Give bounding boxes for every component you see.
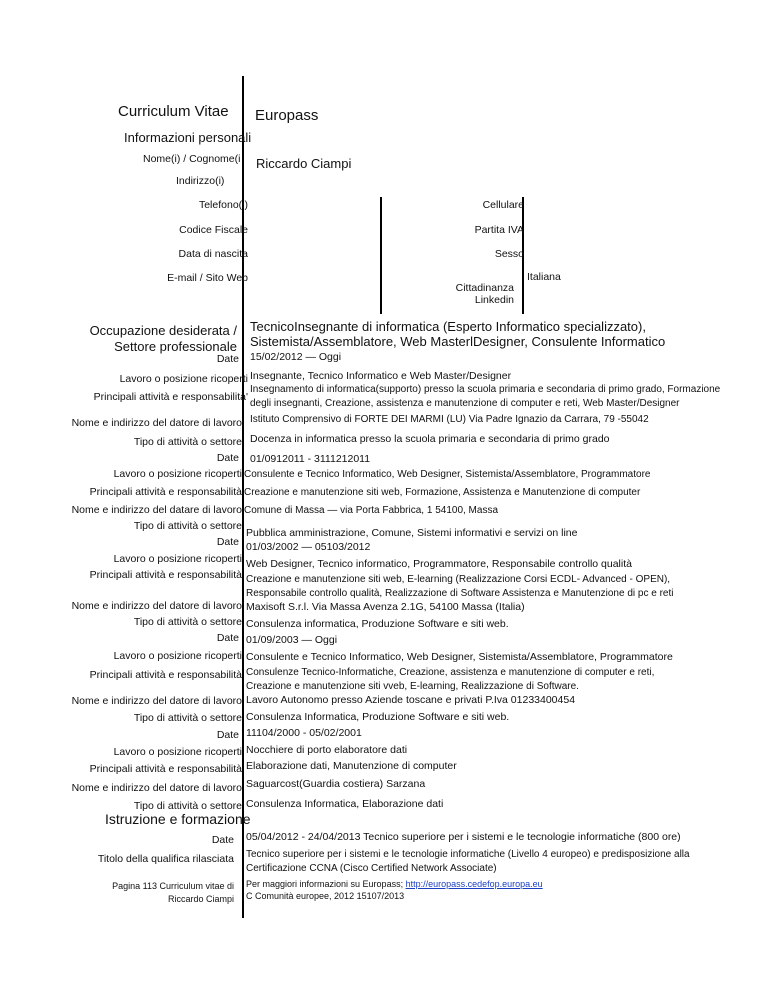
job2-date-label: Date [216,452,239,464]
job4-sector-label: Tipo di attività o settore [133,712,242,724]
job5-sector-value: Consulenza Informatica, Elaborazione dati [246,798,444,810]
job1-sector-value: Docenza in informatica presso la scuola primaria e secondaria di primo grado [250,433,610,445]
job3-activities-value: Creazione e manutenzione siti web, E-learning (Realizzazione Corsi ECDL- Advanced - OPEN), Responsabile controllo qualità, Realizzazione di Software Assistenza e Manutenzione di pc e reti [246,574,674,599]
job1-employer-value: Istituto Comprensivo di FORTE DEI MARMI (LU) Via Padre Ignazio da Carrara, 79 -55042 [250,414,649,425]
job5-date-value: 11104/2000 - 05/02/2001 [246,727,362,739]
occupation-label-line1: Occupazione desiderata / [89,323,237,338]
job3-sector-value: Consulenza informatica, Produzione Software e siti web. [246,618,509,630]
job1-date-value: 15/02/2012 — Oggi [250,351,342,363]
job3-date-label: Date [216,536,239,548]
occupation-value-line1: TecnicoInsegnante di informatica (Esperto Informatico specializzato), [250,319,646,334]
job5-employer-value: Saguarcost(Guardia costiera) Sarzana [246,778,426,790]
job4-date-value: 01/09/2003 — Oggi [246,634,338,646]
birth-date-label: Data di nascita [178,248,248,260]
occupation-label-line2: Settore professionale [114,339,237,354]
job3-position-value: Web Designer, Tecnico informatico, Programmatore, Responsabile controllo qualità [246,558,632,570]
job3-date-value: 01/03/2002 — 05103/2012 [246,541,371,553]
job4-employer-label: Nome e indirizzo del datore di lavoro [71,695,242,707]
mobile-label: Cellulare [482,199,524,211]
email-label: E-mail / Sito Web [167,272,248,284]
footer-page-line2: Riccardo Ciampi [167,894,234,904]
job1-activities-value: Insegnamento di informatica(supporto) presso la scuola primaria e secondaria di primo grado, Formazione degli insegnanti, Creazione, assistenza e manutenzione di computer e reti, Web Master/Designer [250,384,721,409]
job1-activities-label: Principali attività e responsabilità' [93,391,248,403]
qualification-label: Titolo della qualifica rilasciata [97,853,234,865]
job4-sector-value: Consulenza Informatica, Produzione Software e siti web. [246,711,510,723]
job4-date-label: Date [216,632,239,644]
job2-position-label: Lavoro o posizione ricoperti [113,468,242,480]
nationality-label: Cittadinanza [455,282,514,294]
job2-employer-value: Comune di Massa — via Porta Fabbrica, 1 54100, Massa [244,505,499,516]
job2-date-value: 01/0912011 - 3111212011 [250,453,371,465]
job2-activities-value: Creazione e manutenzione siti web, Formazione, Assistenza e Manutenzione di computer [244,487,641,498]
personal-info-heading: Informazioni personali [124,130,252,145]
job5-employer-label: Nome e indirizzo del datore di lavoro [71,782,242,794]
job5-sector-label: Tipo di attività o settore [133,800,242,812]
address-label: Indirizzo(i) [176,175,225,187]
education-date-label: Date [211,834,234,846]
job4-activities-label: Principali attività e responsabilità [89,669,242,681]
phone-label: Telefono(i) [198,199,248,211]
footer-copyright: C Comunità europee, 2012 15107/2013 [246,891,405,901]
job2-employer-label: Nome e indirizzo del datare di lavoro [71,504,242,516]
job1-position-value: Insegnante, Tecnico Informatico e Web Master/Designer [250,370,512,382]
footer-info-prefix: Per maggiori informazioni su Europass; [246,879,406,889]
job2-position-value: Consulente e Tecnico Informatico, Web Designer, Sistemista/Assemblatore, Programmatore [244,469,651,480]
footer-page-line1: Pagina 113 Curriculum vitae di [112,881,234,891]
footer-info [246,879,543,889]
job4-activities-value: Consulenze Tecnico-Informatiche, Creazione, assistenza e manutenzione di computer e reti, Creazione e manutenzione siti vveb, E-learning, Realizzazione di Software. [246,667,655,692]
job1-sector-label: Tipo di attività o settore [133,436,242,448]
job2-sector-value: Pubblica amministrazione, Comune, Sistemi informativi e servizi on line [246,527,578,539]
europass-title: Europass [255,107,319,124]
nationality-value: Italiana [527,271,561,283]
education-date-value: 05/04/2012 - 24/04/2013 Tecnico superiore per i sistemi e le tecnologie informatiche (800 ore) [246,831,681,843]
job1-date-label: Date [216,353,239,365]
cv-title: Curriculum Vitae [118,103,229,120]
job4-employer-value: Lavoro Autonomo presso Aziende toscane e privati P.Iva 01233400454 [246,694,576,706]
job4-position-value: Consulente e Tecnico Informatico, Web Designer, Sistemista/Assemblatore, Programmatore [246,651,673,663]
job3-employer-label: Nome e indirizzo del datore di lavoro [71,600,242,612]
vat-label: Partita IVA [474,224,524,236]
occupation-value-line2: Sistemista/Assemblatore, Web MasterlDesigner, Consulente Informatico [250,334,666,349]
job3-position-label: Lavoro o posizione ricoperti [113,553,242,565]
job5-position-value: Nocchiere di porto elaboratore dati [246,744,408,756]
job2-sector-label: Tipo di attività o settore [133,520,242,532]
job1-position-label: Lavoro o posizione ricoperti [119,373,248,385]
job3-activities-label: Principali attività e responsabilità [89,569,242,581]
fiscal-code-label: Codice Fiscale [179,224,248,236]
job5-date-label: Date [216,729,239,741]
job4-position-label: Lavoro o posizione ricoperti [113,650,242,662]
linkedin-label: Linkedin [474,294,514,306]
job2-activities-label: Principali attività e responsabilità [89,486,242,498]
job5-activities-value: Elaborazione dati, Manutenzione di computer [246,760,457,772]
education-heading: Istruzione e formazione [105,811,251,827]
qualification-value: Tecnico superiore per i sistemi e le tecnologie informatiche (Livello 4 europeo) e predisposizione alla Certificazione CCNA (Cisco Certified Network Associate) [246,849,690,874]
job3-sector-label: Tipo di attività o settore [133,616,242,628]
job1-employer-label: Nome e indirizzo del datore di lavoro [71,417,242,429]
europass-link[interactable]: http://europass.cedefop.europa.eu [405,879,543,889]
job3-employer-value: Maxisoft S.r.l. Via Massa Avenza 2.1G, 54100 Massa (Italia) [246,601,525,613]
job5-position-label: Lavoro o posizione ricoperti [113,746,242,758]
name-value: Riccardo Ciampi [256,156,352,171]
sex-label: Sesso [494,248,524,260]
job5-activities-label: Principali attività e responsabilità [89,763,242,775]
contact-column-divider [380,197,382,314]
name-label: Nome(i) / Cognome(i [143,153,241,165]
